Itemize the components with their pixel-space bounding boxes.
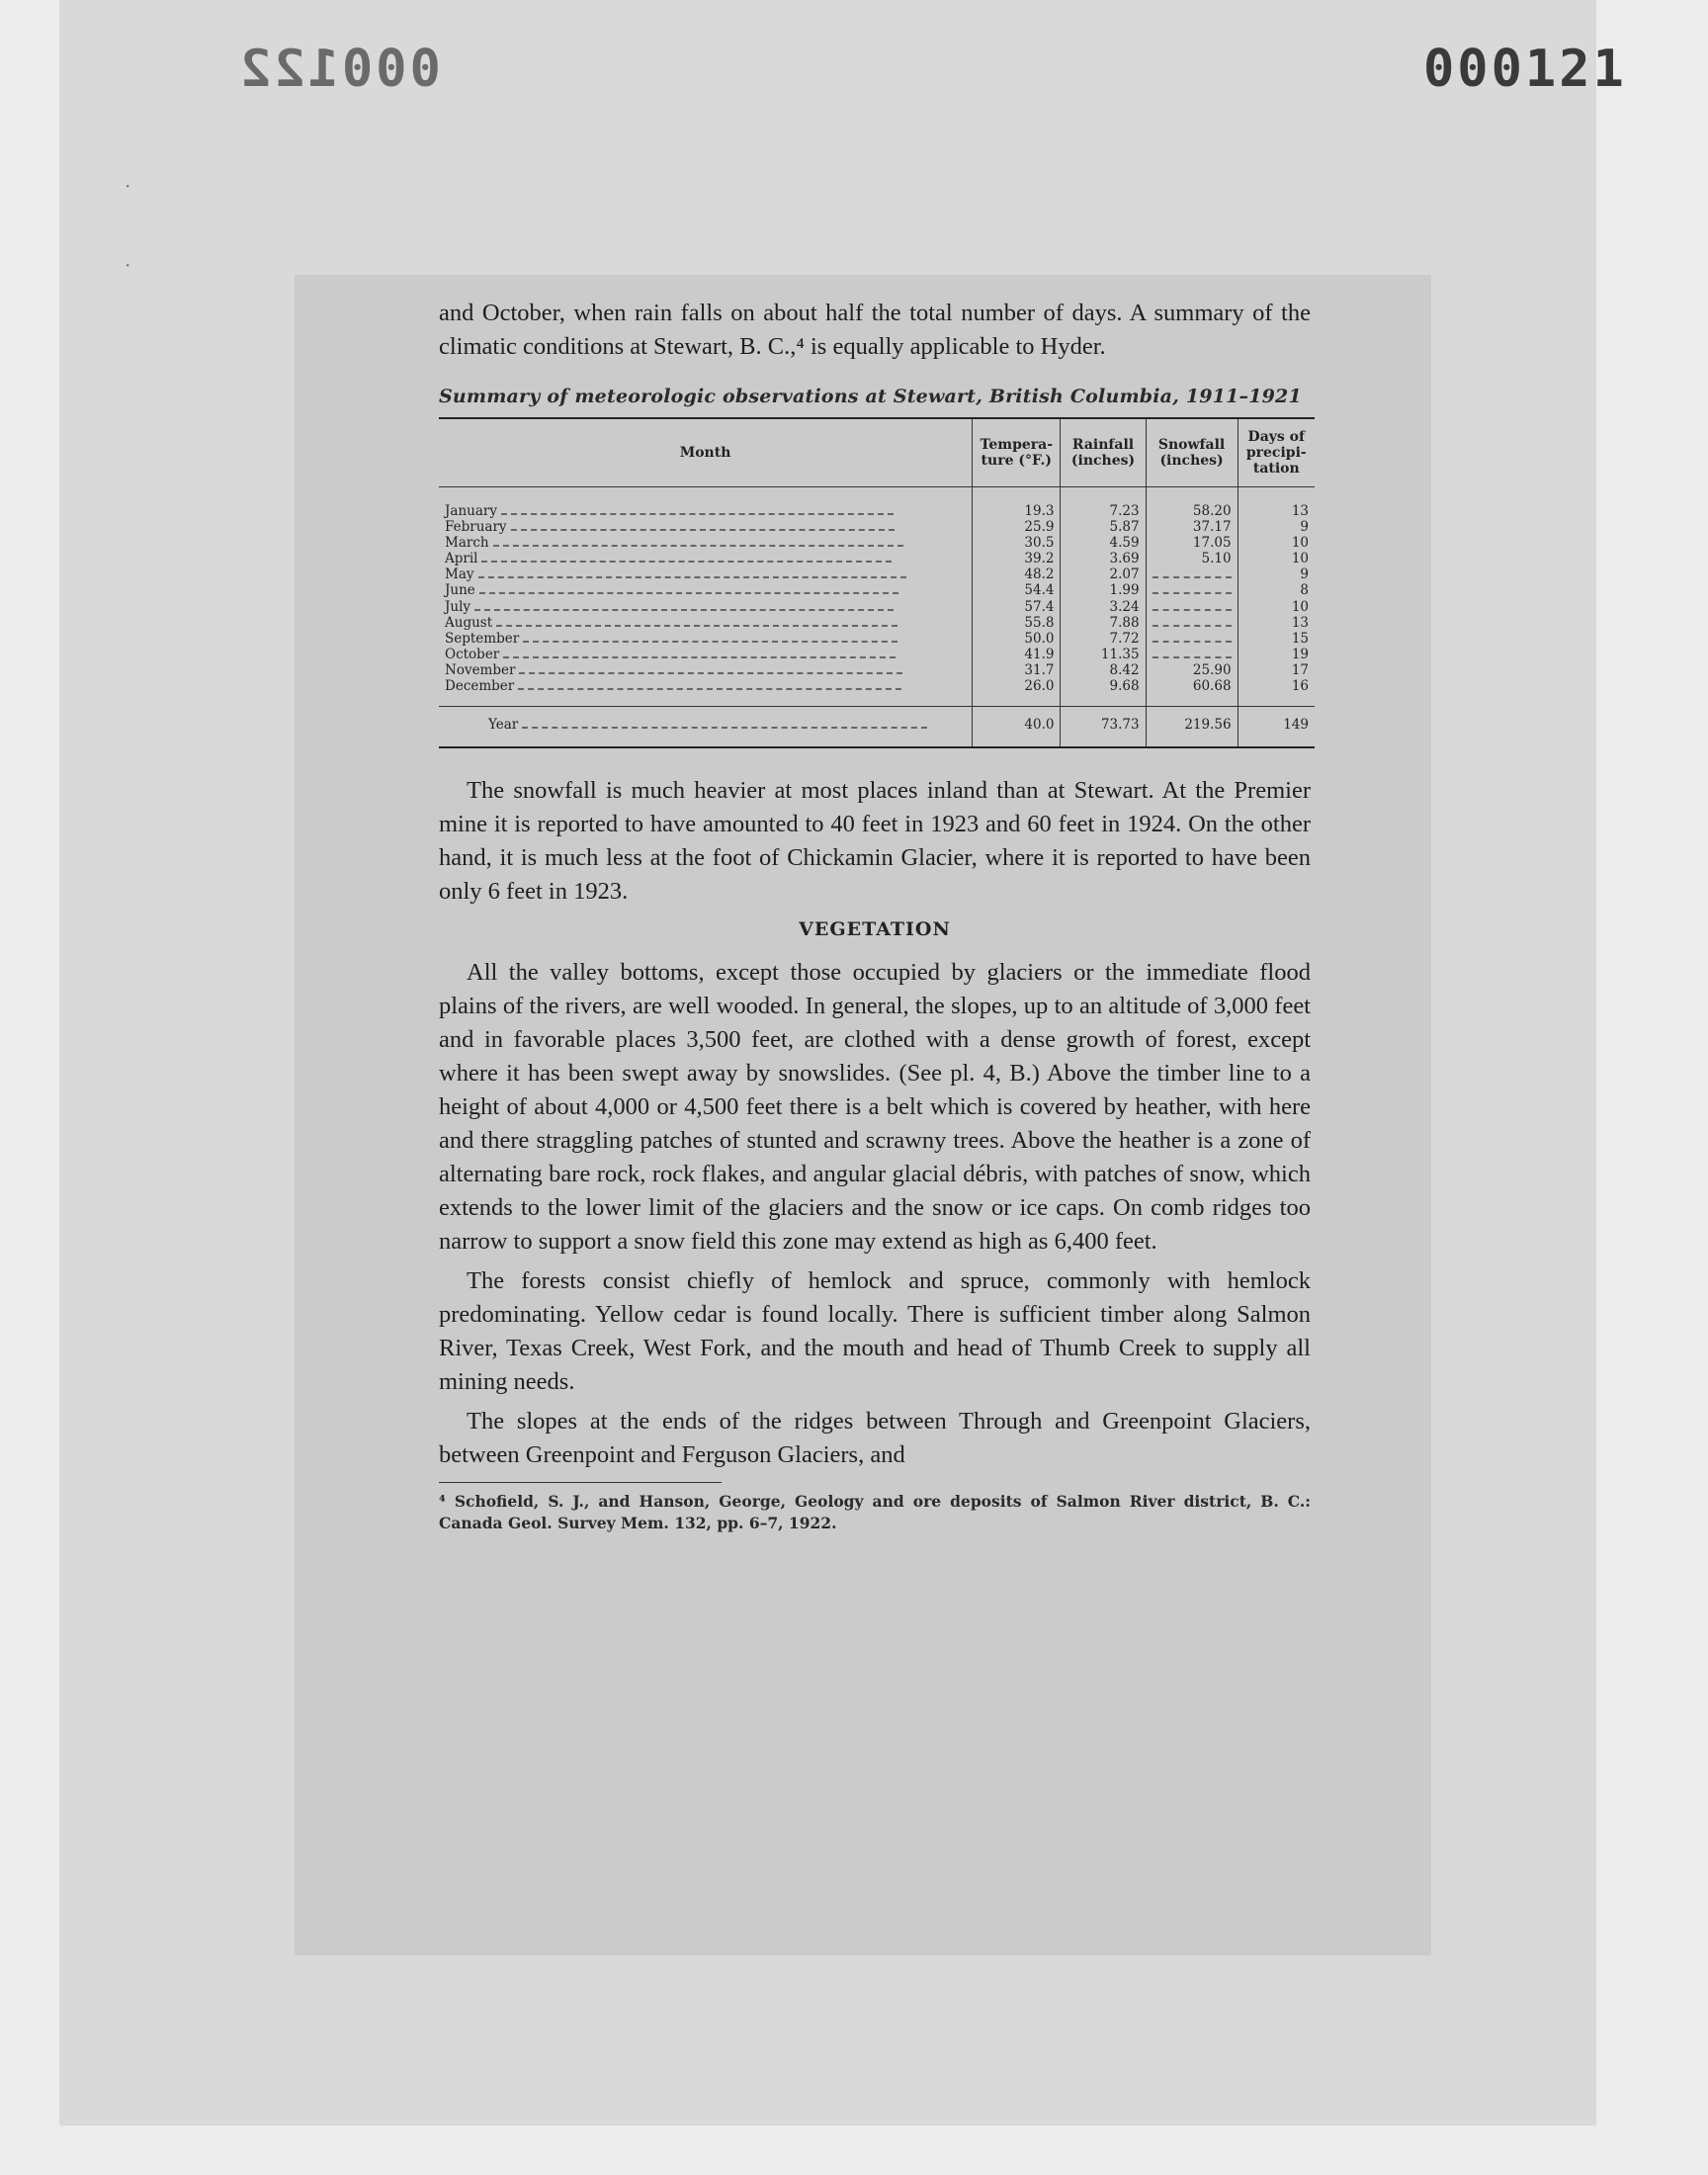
month-cell	[439, 582, 973, 598]
temperature-cell: 55.8	[973, 615, 1061, 631]
dot-leader	[474, 608, 894, 611]
dot-leader	[522, 726, 927, 729]
snowfall-cell: 5.10	[1146, 551, 1238, 566]
rainfall-cell: 7.88	[1061, 615, 1146, 631]
rainfall-cell: 9.68	[1061, 678, 1146, 707]
month-label: December	[445, 678, 515, 695]
month-cell	[439, 615, 973, 631]
dash-leader	[1153, 647, 1232, 658]
col-header-temperature: Tempera- ture (°F.)	[973, 418, 1061, 487]
snowfall-cell-empty	[1146, 615, 1238, 631]
rainfall-cell: 3.69	[1061, 551, 1146, 566]
days-cell: 17	[1238, 662, 1315, 678]
month-cell	[439, 535, 973, 551]
dot-leader	[503, 655, 896, 658]
dot-leader	[481, 560, 892, 563]
temperature-cell: 31.7	[973, 662, 1061, 678]
dash-leader	[1153, 566, 1232, 578]
month-label: April	[445, 551, 478, 567]
days-cell: 13	[1238, 487, 1315, 520]
snowfall-cell-empty	[1146, 631, 1238, 647]
year-label-cell	[439, 707, 973, 748]
temperature-cell: 41.9	[973, 647, 1061, 662]
temperature-cell: 19.3	[973, 487, 1061, 520]
snowfall-cell: 58.20	[1146, 487, 1238, 520]
vegetation-paragraph-3: The slopes at the ends of the ridges between Through and Greenpoint Glaciers, between Greenpoint and Ferguson Glaciers, and	[439, 1408, 1311, 1469]
table-row	[439, 615, 1315, 631]
table-row	[439, 566, 1315, 582]
month-label: July	[445, 598, 471, 615]
dot-leader	[478, 575, 906, 578]
meteorologic-table	[439, 417, 1315, 748]
table-row	[439, 631, 1315, 647]
month-cell	[439, 647, 973, 662]
dash-leader	[1153, 631, 1232, 643]
temperature-cell: 50.0	[973, 631, 1061, 647]
month-label: May	[445, 566, 474, 583]
page-stamp: 000121	[1423, 40, 1627, 99]
dot-leader	[493, 544, 903, 547]
month-cell	[439, 487, 973, 520]
col-header-rainfall: Rainfall (inches)	[1061, 418, 1146, 487]
month-cell	[439, 551, 973, 566]
year-days: 149	[1238, 707, 1315, 748]
intro-paragraph: and October, when rain falls on about half the total number of days. A summary of the climatic conditions at Stewart, B. C.,⁴ is equally applicable to Hyder.	[439, 300, 1311, 360]
dot-leader	[479, 591, 898, 594]
snowfall-paragraph: The snowfall is much heavier at most places inland than at Stewart. At the Premier mine it is reported to have amounted to 40 feet in 1923 and 60 feet in 1924. On the other hand, it is much less at the foot of Chickamin Glacier, where it is reported to have been only 6 feet in 1923.	[439, 777, 1311, 906]
scan-speck: ·	[125, 174, 131, 198]
days-cell: 13	[1238, 615, 1315, 631]
rainfall-cell: 7.72	[1061, 631, 1146, 647]
table-row	[439, 519, 1315, 535]
snowfall-cell: 17.05	[1146, 535, 1238, 551]
rainfall-cell: 11.35	[1061, 647, 1146, 662]
dot-leader	[519, 671, 902, 674]
rainfall-cell: 3.24	[1061, 599, 1146, 615]
temperature-cell: 48.2	[973, 566, 1061, 582]
days-cell: 9	[1238, 519, 1315, 535]
section-heading: VEGETATION	[799, 918, 951, 941]
days-cell: 10	[1238, 599, 1315, 615]
vegetation-paragraph-2: The forests consist chiefly of hemlock and spruce, commonly with hemlock predominating. Yellow cedar is found locally. There is sufficient timber along Salmon River, Texas Creek, West Fork, and the mouth and head of Thumb Creek to supply all mining needs.	[439, 1267, 1311, 1396]
year-total-row	[439, 707, 1315, 748]
year-label: Year	[488, 717, 519, 734]
snowfall-cell-empty	[1146, 582, 1238, 598]
dot-leader	[523, 640, 897, 643]
days-cell: 10	[1238, 535, 1315, 551]
rainfall-cell: 7.23	[1061, 487, 1146, 520]
col-header-snowfall: Snowfall (inches)	[1146, 418, 1238, 487]
table-header-row	[439, 418, 1315, 487]
footnote-rule	[439, 1482, 722, 1483]
table-row	[439, 647, 1315, 662]
days-cell: 19	[1238, 647, 1315, 662]
days-cell: 15	[1238, 631, 1315, 647]
month-cell	[439, 599, 973, 615]
month-label: March	[445, 535, 489, 552]
month-label: August	[445, 614, 493, 631]
scanned-sheet	[59, 0, 1627, 2126]
temperature-cell: 39.2	[973, 551, 1061, 566]
scan-speck: ·	[125, 253, 131, 277]
days-cell: 8	[1238, 582, 1315, 598]
temperature-cell: 25.9	[973, 519, 1061, 535]
table-row	[439, 535, 1315, 551]
rainfall-cell: 1.99	[1061, 582, 1146, 598]
days-cell: 9	[1238, 566, 1315, 582]
dot-leader	[496, 624, 897, 627]
table-row	[439, 551, 1315, 566]
month-cell	[439, 678, 973, 707]
table-row	[439, 662, 1315, 678]
snowfall-cell: 25.90	[1146, 662, 1238, 678]
col-header-month: Month	[439, 418, 973, 487]
table-row	[439, 487, 1315, 520]
snowfall-cell-empty	[1146, 599, 1238, 615]
dash-leader	[1153, 599, 1232, 611]
dot-leader	[518, 687, 901, 690]
page-stamp-mirrored: 000122	[237, 40, 441, 99]
year-snowfall: 219.56	[1146, 707, 1238, 748]
month-cell	[439, 519, 973, 535]
temperature-cell: 57.4	[973, 599, 1061, 615]
year-rainfall: 73.73	[1061, 707, 1146, 748]
snowfall-cell: 60.68	[1146, 678, 1238, 707]
year-temperature: 40.0	[973, 707, 1061, 748]
rainfall-cell: 2.07	[1061, 566, 1146, 582]
month-label: November	[445, 661, 516, 678]
rainfall-cell: 4.59	[1061, 535, 1146, 551]
temperature-cell: 54.4	[973, 582, 1061, 598]
month-label: January	[445, 503, 497, 519]
month-label: September	[445, 630, 520, 647]
dash-leader	[1153, 615, 1232, 627]
month-label: June	[445, 582, 475, 599]
table-row	[439, 582, 1315, 598]
document-page	[295, 275, 1431, 1956]
days-cell: 16	[1238, 678, 1315, 707]
dash-leader	[1153, 582, 1232, 594]
month-cell	[439, 662, 973, 678]
month-cell	[439, 566, 973, 582]
month-cell	[439, 631, 973, 647]
page-content	[439, 297, 1311, 1534]
snowfall-cell: 37.17	[1146, 519, 1238, 535]
col-header-days: Days of precipi- tation	[1238, 418, 1315, 487]
month-label: February	[445, 519, 507, 536]
table-row	[439, 599, 1315, 615]
snowfall-cell-empty	[1146, 647, 1238, 662]
rainfall-cell: 8.42	[1061, 662, 1146, 678]
dot-leader	[511, 528, 895, 531]
month-label: October	[445, 646, 500, 662]
rainfall-cell: 5.87	[1061, 519, 1146, 535]
dot-leader	[501, 512, 894, 515]
footnote: ⁴ Schofield, S. J., and Hanson, George, Geology and ore deposits of Salmon River district, B. C.: Canada Geol. Survey Mem. 132, pp. 6–7, 1922.	[439, 1492, 1311, 1533]
snowfall-cell-empty	[1146, 566, 1238, 582]
table-title: Summary of meteorologic observations at Stewart, British Columbia, 1911–1921	[439, 386, 1302, 407]
days-cell: 10	[1238, 551, 1315, 566]
temperature-cell: 30.5	[973, 535, 1061, 551]
vegetation-paragraph-1: All the valley bottoms, except those occupied by glaciers or the immediate flood plains of the rivers, are well wooded. In general, the slopes, up to an altitude of 3,000 feet and in favorable places 3,500 feet, are clothed with a dense growth of forest, except where it has been swept away by snowslides. (See pl. 4, B.) Above the timber line to a height of about 4,000 or 4,500 feet there is a belt which is covered by heather, with here and there straggling patches of stunted and scrawny trees. Above the heather is a zone of alternating bare rock, rock flakes, and angular glacial débris, with patches of snow, which extends to the lower limit of the glaciers and the snow or ice caps. On comb ridges too narrow to support a snow field this zone may extend as high as 6,400 feet.	[439, 959, 1311, 1256]
temperature-cell: 26.0	[973, 678, 1061, 707]
table-row	[439, 678, 1315, 707]
